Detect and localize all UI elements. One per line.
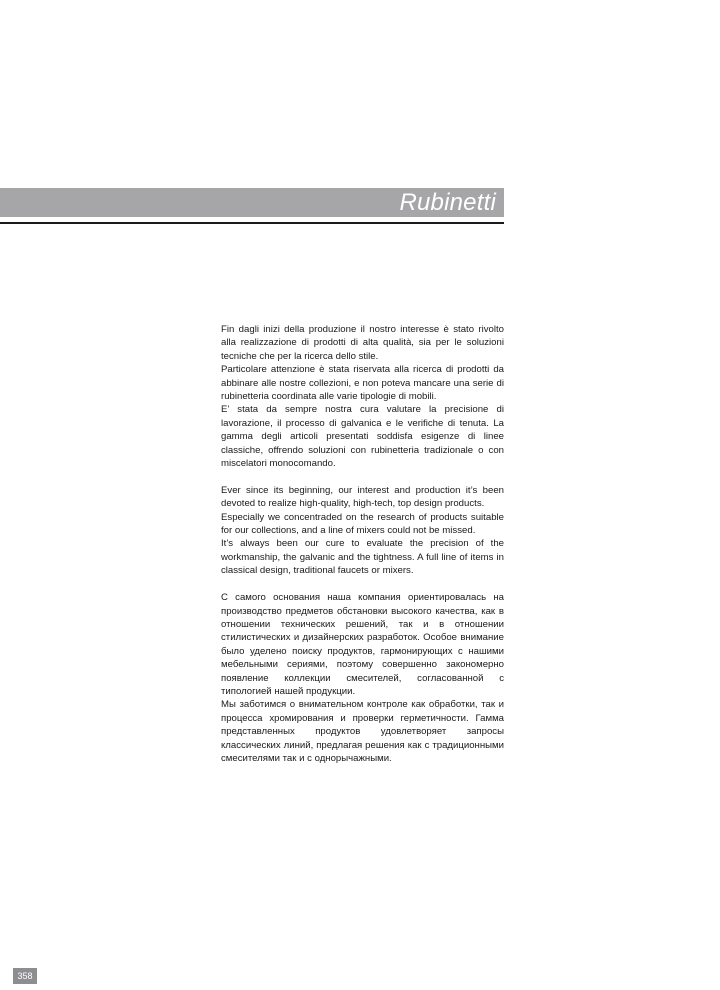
paragraph: It’s always been our cure to evaluate the precision of the workmanship, the galvanic and the tightness. A full line of items in classical design, traditional faucets or mixers. [221,538,504,577]
paragraph: Ever since its beginning, our interest and production it’s been devoted to realize high-quality, high-tech, top design products. [221,484,504,510]
paragraph: Мы заботимся о внимательном контроле как обработки, так и процесса хромирования и проверки герметичности. Гамма представленных продуктов удовлетворяет запросы классических линий, предлагая решения как с традиционными смесителями так и с однорычажными. [221,699,504,764]
paragraph: Especially we concentraded on the research of products suitable for our collections, and a line of mixers could not be missed. [221,511,504,537]
page-number: 358 [13,968,37,984]
russian-text-block [221,591,504,765]
paragraph: E’ stata da sempre nostra cura valutare la precisione di lavorazione, il processo di galvanica e le verifiche di tenuta. La gamma degli articoli presentati soddisfa esigenze di linee classiche, offrendo soluzioni con rubinetteria tradizionale o con miscelatori monocomando. [221,404,504,470]
title-divider [0,222,504,224]
paragraph: Particolare attenzione è stata riservata alla ricerca di prodotti da abbinare alle nostre collezioni, e non poteva mancare una serie di rubinetteria coordinata alle varie tipologie di mobili. [221,364,504,403]
paragraph: С самого основания наша компания ориентировалась на производство предметов обстановки высокого качества, как в отношении технических решений, так и в отношении стилистических и дизайнерских разработок. Особое внимание было уделено поиску продуктов, гармонирующих с нашими мебельными сериями, поэтому совершенно закономерно появление коллекции смесителей, согласованной с типологией нашей продукции. [221,592,504,697]
italian-text-block [221,323,504,470]
section-title-band [0,188,504,217]
body-text [221,323,504,779]
paragraph: Fin dagli inizi della produzione il nostro interesse è stato rivolto alla realizzazione di prodotti di alta qualità, sia per le soluzioni tecniche che per la ricerca dello stile. [221,324,504,362]
english-text-block [221,484,504,578]
section-title: Rubinetti [399,189,496,216]
